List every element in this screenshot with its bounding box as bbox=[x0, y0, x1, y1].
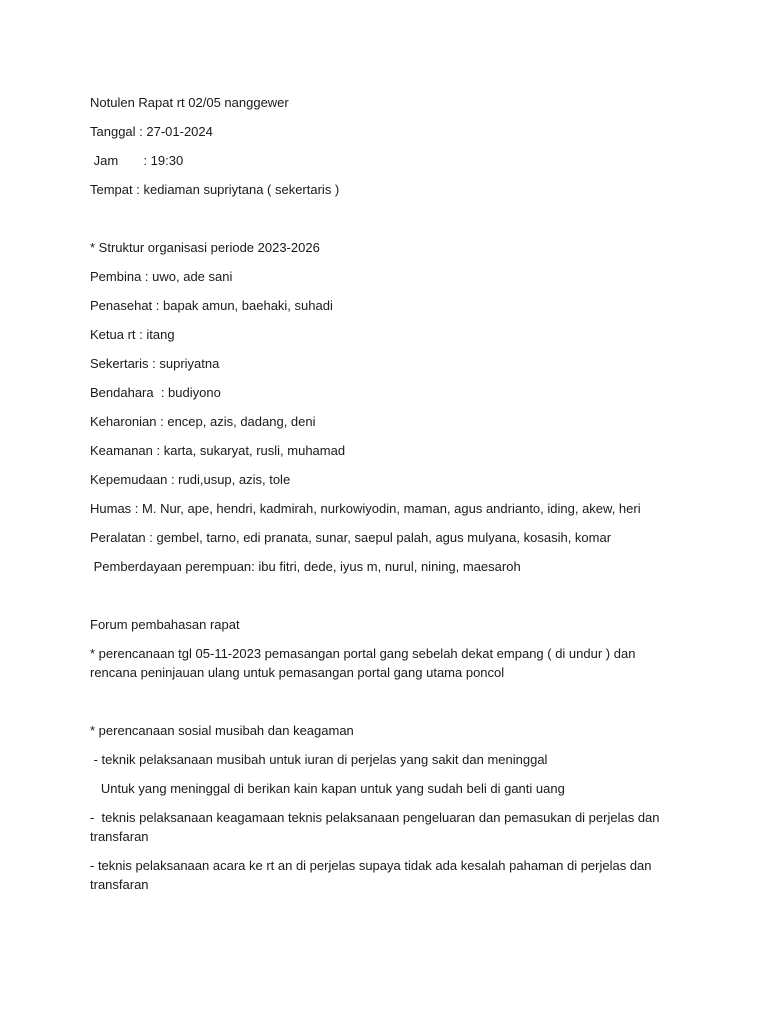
forum-item-portal: * perencanaan tgl 05-11-2023 pemasangan portal gang sebelah dekat empang ( di undur ) dan rencana peninjauan ulang untuk pemasangan portal gang utama poncol bbox=[90, 646, 640, 680]
structure-keharonian: Keharonian : encep, azis, dadang, deni bbox=[90, 414, 316, 429]
structure-penasehat: Penasehat : bapak amun, baehaki, suhadi bbox=[90, 298, 333, 313]
forum-item-social-line-4: - teknis pelaksanaan acara ke rt an di perjelas supaya tidak ada kesalah pahaman di perjelas dan transfaran bbox=[90, 858, 656, 892]
meeting-date: Tanggal : 27-01-2024 bbox=[90, 124, 213, 139]
document-title: Notulen Rapat rt 02/05 nanggewer bbox=[90, 95, 289, 110]
forum-item-social-line-1: - teknik pelaksanaan musibah untuk iuran di perjelas yang sakit dan meninggal bbox=[90, 752, 548, 767]
structure-bendahara: Bendahara : budiyono bbox=[90, 385, 221, 400]
structure-peralatan: Peralatan : gembel, tarno, edi pranata, sunar, saepul palah, agus mulyana, kosasih, komar bbox=[90, 530, 612, 545]
structure-pemberdayaan: Pemberdayaan perempuan: ibu fitri, dede, iyus m, nurul, nining, maesaroh bbox=[90, 559, 521, 574]
forum-heading: Forum pembahasan rapat bbox=[90, 617, 240, 632]
meeting-place: Tempat : kediaman supriytana ( sekertaris ) bbox=[90, 182, 340, 197]
structure-pembina: Pembina : uwo, ade sani bbox=[90, 269, 233, 284]
structure-ketua: Ketua rt : itang bbox=[90, 327, 175, 342]
structure-humas: Humas : M. Nur, ape, hendri, kadmirah, nurkowiyodin, maman, agus andrianto, iding, akew, heri bbox=[90, 501, 641, 516]
structure-keamanan: Keamanan : karta, sukaryat, rusli, muhamad bbox=[90, 443, 346, 458]
forum-item-social-heading: * perencanaan sosial musibah dan keagaman bbox=[90, 723, 354, 738]
structure-sekertaris: Sekertaris : supriyatna bbox=[90, 356, 220, 371]
structure-kepemudaan: Kepemudaan : rudi,usup, azis, tole bbox=[90, 472, 291, 487]
forum-item-social-line-2: Untuk yang meninggal di berikan kain kapan untuk yang sudah beli di ganti uang bbox=[90, 781, 565, 796]
structure-heading: * Struktur organisasi periode 2023-2026 bbox=[90, 240, 320, 255]
forum-item-social-line-3: - teknis pelaksanaan keagamaan teknis pelaksanaan pengeluaran dan pemasukan di perjelas dan transfaran bbox=[90, 810, 664, 844]
meeting-time: Jam : 19:30 bbox=[90, 153, 184, 168]
